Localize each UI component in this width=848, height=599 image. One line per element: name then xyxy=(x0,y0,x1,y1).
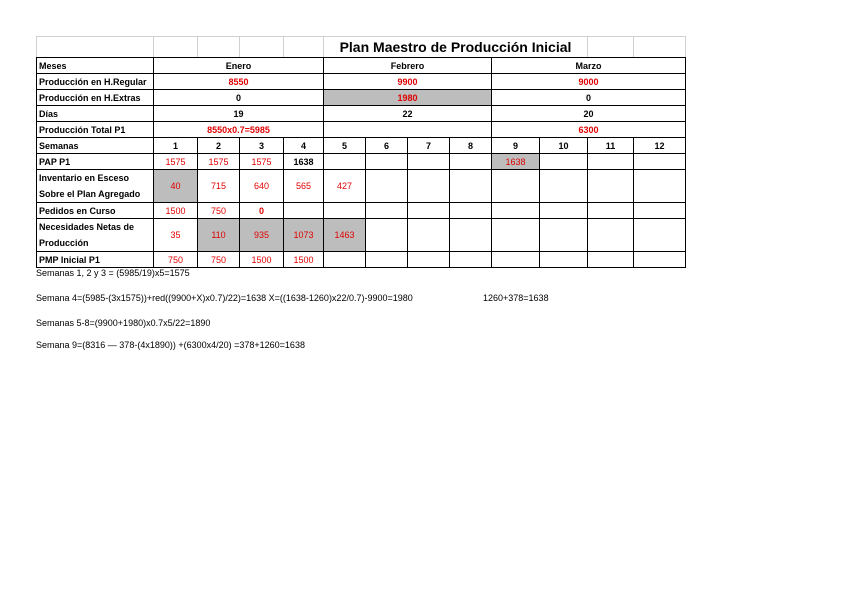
inventario-cell: 640 xyxy=(240,170,284,203)
pmp-cell xyxy=(540,252,588,268)
extras-febrero: 1980 xyxy=(324,90,492,106)
semanas-label: Semanas xyxy=(37,138,154,154)
pap-cell xyxy=(366,154,408,170)
week-header: 6 xyxy=(366,138,408,154)
pmp-cell: 750 xyxy=(154,252,198,268)
extras-marzo: 0 xyxy=(492,90,686,106)
pmp-cell xyxy=(408,252,450,268)
pmp-cell xyxy=(588,252,634,268)
week-header: 1 xyxy=(154,138,198,154)
page-title: Plan Maestro de Producción Inicial xyxy=(324,37,588,58)
note-sum: 1260+378=1638 xyxy=(483,293,549,303)
title-row xyxy=(37,37,686,58)
total-marzo: 6300 xyxy=(492,122,686,138)
pap-cell: 1638 xyxy=(492,154,540,170)
pmp-cell: 1500 xyxy=(284,252,324,268)
inventario-cell: 40 xyxy=(154,170,198,203)
necesidades-cell xyxy=(450,219,492,252)
inventario-cell xyxy=(634,170,686,203)
inventario-label: Inventario en Esceso Sobre el Plan Agregado xyxy=(37,170,154,203)
week-header: 11 xyxy=(588,138,634,154)
title-blank xyxy=(37,37,154,58)
week-header: 12 xyxy=(634,138,686,154)
inventario-cell: 565 xyxy=(284,170,324,203)
plan-maestro-table xyxy=(36,36,686,268)
week-header: 10 xyxy=(540,138,588,154)
regular-marzo: 9000 xyxy=(492,74,686,90)
necesidades-cell xyxy=(540,219,588,252)
dias-label: Días xyxy=(37,106,154,122)
note-week-4: Semana 4=(5985-(3x1575))+red((9900+X)x0.7)/22)=1638 X=((1638-1260)x22/0.7)-9900=1980 xyxy=(36,293,413,303)
extras-enero: 0 xyxy=(154,90,324,106)
inventario-cell: 427 xyxy=(324,170,366,203)
week-header: 8 xyxy=(450,138,492,154)
pap-cell xyxy=(634,154,686,170)
meses-row xyxy=(37,58,686,74)
pap-cell: 1575 xyxy=(240,154,284,170)
pedidos-cell xyxy=(634,203,686,219)
pap-cell: 1575 xyxy=(154,154,198,170)
dias-enero: 19 xyxy=(154,106,324,122)
month-febrero: Febrero xyxy=(324,58,492,74)
necesidades-cell xyxy=(588,219,634,252)
pap-label: PAP P1 xyxy=(37,154,154,170)
inventario-cell xyxy=(540,170,588,203)
regular-label: Producción en H.Regular xyxy=(37,74,154,90)
pedidos-cell xyxy=(324,203,366,219)
necesidades-cell: 935 xyxy=(240,219,284,252)
pmp-cell xyxy=(450,252,492,268)
extras-row xyxy=(37,90,686,106)
regular-febrero: 9900 xyxy=(324,74,492,90)
pap-row xyxy=(37,154,686,170)
note-weeks-1-3: Semanas 1, 2 y 3 = (5985/19)x5=1575 xyxy=(36,268,190,278)
necesidades-label: Necesidades Netas de Producción xyxy=(37,219,154,252)
week-header: 2 xyxy=(198,138,240,154)
pap-cell xyxy=(588,154,634,170)
pap-cell xyxy=(540,154,588,170)
pap-cell xyxy=(408,154,450,170)
month-marzo: Marzo xyxy=(492,58,686,74)
week-header: 5 xyxy=(324,138,366,154)
dias-row xyxy=(37,106,686,122)
dias-marzo: 20 xyxy=(492,106,686,122)
total-febrero xyxy=(324,122,492,138)
regular-enero: 8550 xyxy=(154,74,324,90)
pmp-cell xyxy=(324,252,366,268)
necesidades-row xyxy=(37,219,686,252)
pedidos-cell xyxy=(408,203,450,219)
pap-cell: 1575 xyxy=(198,154,240,170)
pedidos-label: Pedidos en Curso xyxy=(37,203,154,219)
week-header: 7 xyxy=(408,138,450,154)
inventario-cell xyxy=(588,170,634,203)
pmp-cell xyxy=(634,252,686,268)
total-row xyxy=(37,122,686,138)
pap-cell xyxy=(450,154,492,170)
pmp-cell: 1500 xyxy=(240,252,284,268)
pedidos-cell xyxy=(540,203,588,219)
week-header: 9 xyxy=(492,138,540,154)
pap-cell: 1638 xyxy=(284,154,324,170)
inventario-cell xyxy=(450,170,492,203)
necesidades-cell xyxy=(492,219,540,252)
pedidos-cell: 1500 xyxy=(154,203,198,219)
pedidos-cell xyxy=(450,203,492,219)
pedidos-row xyxy=(37,203,686,219)
meses-label: Meses xyxy=(37,58,154,74)
pmp-row xyxy=(37,252,686,268)
total-label: Producción Total P1 xyxy=(37,122,154,138)
week-header: 3 xyxy=(240,138,284,154)
pmp-label: PMP Inicial P1 xyxy=(37,252,154,268)
inventario-cell: 715 xyxy=(198,170,240,203)
note-week-9: Semana 9=(8316 — 378-(4x1890)) +(6300x4/20) =378+1260=1638 xyxy=(36,340,305,350)
total-enero: 8550x0.7=5985 xyxy=(154,122,324,138)
necesidades-cell xyxy=(408,219,450,252)
pedidos-cell xyxy=(366,203,408,219)
necesidades-cell: 35 xyxy=(154,219,198,252)
pedidos-cell: 750 xyxy=(198,203,240,219)
pedidos-cell xyxy=(588,203,634,219)
pmp-cell xyxy=(492,252,540,268)
pap-cell xyxy=(324,154,366,170)
month-enero: Enero xyxy=(154,58,324,74)
week-header: 4 xyxy=(284,138,324,154)
inventario-cell xyxy=(408,170,450,203)
regular-row xyxy=(37,74,686,90)
pedidos-cell xyxy=(492,203,540,219)
inventario-row xyxy=(37,170,686,203)
necesidades-cell: 110 xyxy=(198,219,240,252)
note-weeks-5-8: Semanas 5-8=(9900+1980)x0.7x5/22=1890 xyxy=(36,318,211,328)
necesidades-cell xyxy=(634,219,686,252)
pmp-cell xyxy=(366,252,408,268)
pedidos-cell xyxy=(284,203,324,219)
pedidos-cell: 0 xyxy=(240,203,284,219)
necesidades-cell: 1073 xyxy=(284,219,324,252)
inventario-cell xyxy=(492,170,540,203)
extras-label: Producción en H.Extras xyxy=(37,90,154,106)
semanas-row xyxy=(37,138,686,154)
dias-febrero: 22 xyxy=(324,106,492,122)
necesidades-cell xyxy=(366,219,408,252)
inventario-cell xyxy=(366,170,408,203)
pmp-cell: 750 xyxy=(198,252,240,268)
necesidades-cell: 1463 xyxy=(324,219,366,252)
